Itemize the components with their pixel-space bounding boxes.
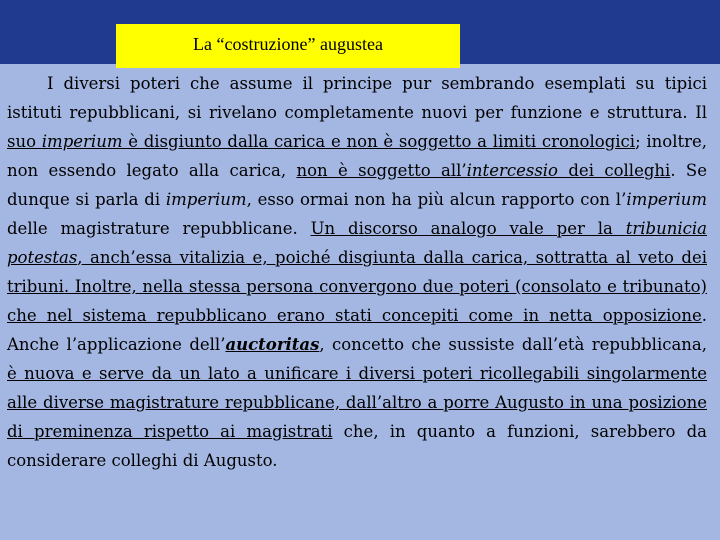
body-paragraph	[7, 69, 707, 475]
italic-term: imperium	[626, 190, 708, 209]
underlined-text: suo	[7, 132, 42, 151]
text-segment: ; inoltre, non essendo legato alla carica,	[7, 132, 708, 180]
text-segment: I diversi poteri che assume il principe pur sembrando esemplati su tipici istituti repubblicani, si rivelano completamente nuovi per funzione e struttura. Il	[7, 74, 707, 122]
underlined-text: è disgiunto dalla carica e non è soggetto a limiti cronologici	[122, 132, 636, 151]
slide-title-box	[116, 24, 460, 68]
text-segment: delle magistrature repubblicane.	[7, 219, 311, 238]
content-panel	[0, 64, 720, 540]
text-segment: che, in quanto a funzioni, sarebbero da considerare colleghi di Augusto.	[7, 422, 707, 470]
slide-title: La “costruzione” augustea	[193, 34, 383, 54]
underlined-italic-term: intercessio	[466, 161, 558, 180]
underlined-text: Un discorso analogo vale per la	[310, 219, 626, 238]
underlined-text: , anch’essa vitalizia e, poiché disgiunta dalla carica, sottratta al veto dei tribuni. Inoltre, nella stessa persona convergono due poteri (consolato e tribunato) che nel sistema repubblicano erano stati concepiti come in netta opposizione	[7, 248, 707, 325]
text-segment: . Anche l’applicazione dell’	[7, 306, 707, 354]
text-segment: , concetto che sussiste dall’età repubblicana,	[319, 335, 708, 354]
underlined-italic-term: tribunicia potestas	[7, 219, 707, 267]
text-segment: , esso ormai non ha più alcun rapporto con l’	[246, 190, 627, 209]
underlined-text: dei colleghi	[558, 161, 671, 180]
underlined-text: non è soggetto all’	[296, 161, 467, 180]
italic-term: imperium	[165, 190, 247, 209]
text-segment: . Se dunque si parla di	[7, 161, 707, 209]
underlined-italic-term: imperium	[41, 132, 123, 151]
bold-italic-term: auctoritas	[225, 335, 320, 354]
underlined-text: è nuova e serve da un lato a unificare i diversi poteri ricollegabili singolarmente alle diverse magistrature repubblicane, dall’altro a porre Augusto in una posizione di preminenza rispetto ai magistrati	[7, 364, 707, 441]
